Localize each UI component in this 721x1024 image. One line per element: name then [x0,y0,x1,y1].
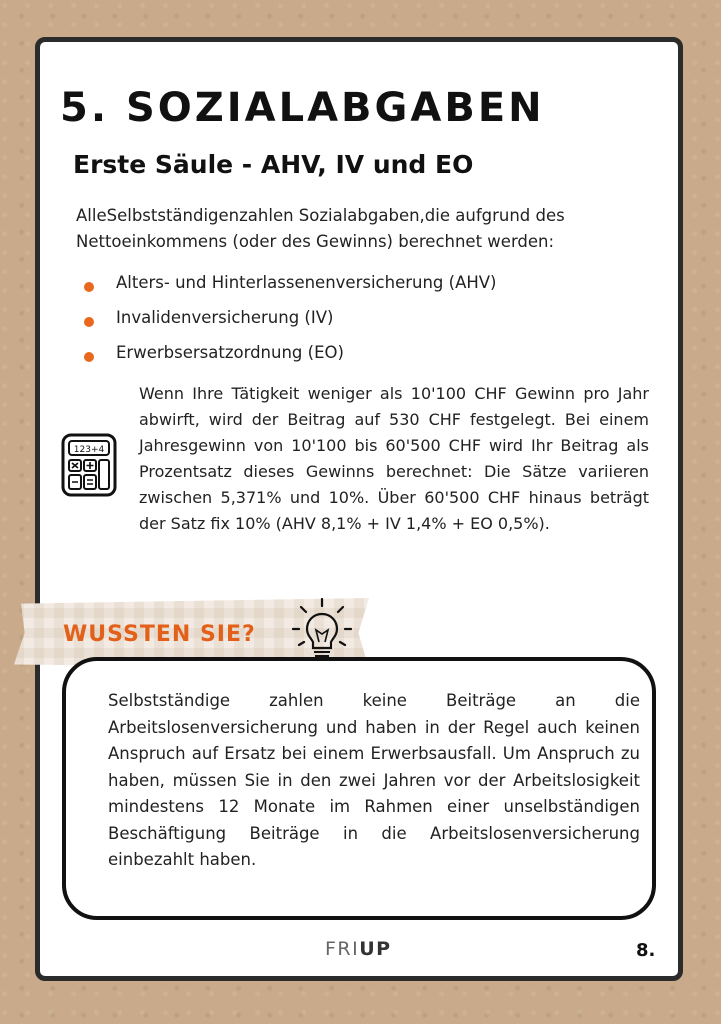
insurance-list [84,270,497,375]
calculator-icon [60,432,118,498]
page-title: 5. SOZIALABGABEN [60,85,545,131]
brand-logo: FRIUP [325,938,392,960]
section-subtitle: Erste Säule - AHV, IV und EO [73,150,474,179]
page-number: 8. [636,940,656,961]
lightbulb-icon [292,596,352,662]
bullet-dot-icon [84,317,94,327]
contribution-info: Wenn Ihre Tätigkeit weniger als 10'100 CHF Gewinn pro Jahr abwirft, wird der Beitrag auf 530 CHF festgelegt. Bei einem Jahresgewinn von 10'100 bis 60'500 CHF wird Ihr Beitrag als Prozentsatz dieses Gewinns berechnet: Die Sätze variieren zwischen 5,371% und 10%. Über 60'500 CHF hinaus beträgt der Satz fix 10% (AHV 8,1% + IV 1,4% + EO 0,5%). [139,384,649,533]
list-item: Erwerbsersatzordnung (EO) [84,340,497,375]
calculator-display: 123+4 [73,445,105,455]
bullet-dot-icon [84,352,94,362]
list-item: Alters- und Hinterlassenenversicherung (AHV) [84,270,497,305]
intro-paragraph: AlleSelbstständigenzahlen Sozialabgaben,die aufgrund des Nettoeinkommens (oder des Gewinns) berechnet werden: [76,206,565,251]
callout-text: Selbstständige zahlen keine Beiträge an die Arbeitslosenversicherung und haben in der Regel auch keinen Anspruch auf Ersatz bei einem Erwerbsausfall. Um Anspruch zu haben, müssen Sie in den zwei Jahren vor der Arbeitslosigkeit mindestens 12 Monate im Rahmen einer unselbständigen Beschäftigung Beiträge in die Arbeitslosenversicherung einbezahlt haben. [108,691,640,869]
bullet-dot-icon [84,282,94,292]
list-item: Invalidenversicherung (IV) [84,305,497,340]
callout-label: WUSSTEN SIE? [63,622,256,647]
